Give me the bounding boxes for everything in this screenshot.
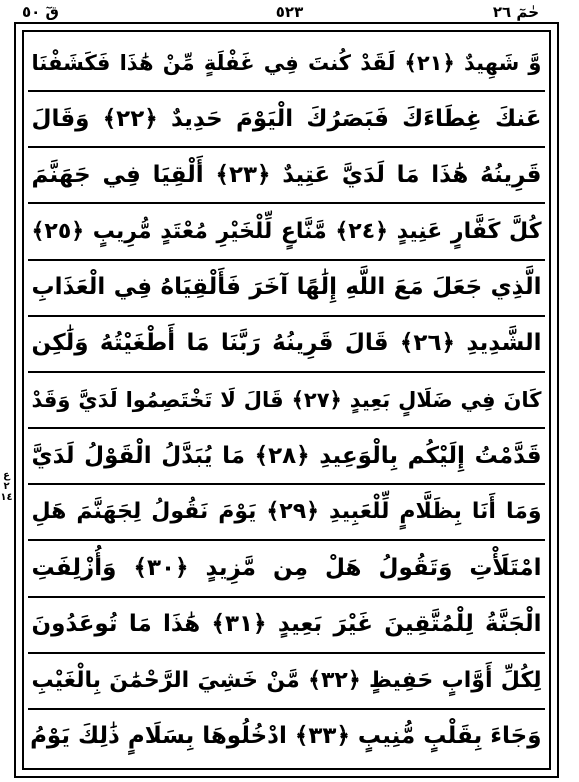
text-line [28,317,545,373]
line-text: عَنكَ غِطَاءَكَ فَبَصَرُكَ الْيَوْمَ حَدِيدٌ ﴿٢٢﴾ وَقَالَ [31,105,542,132]
line-text: وَمَا أَنَا بِظَلَّامٍ لِّلْعَبِيدِ ﴿٢٩﴾ يَوْمَ نَقُولُ لِجَهَنَّمَ هَلِ [31,499,542,525]
line-text: امْتَلَأْتِ وَتَقُولُ هَلْ مِن مَّزِيدٍ ﴿٣٠﴾ وَأُزْلِفَتِ [31,554,542,581]
line-text: وَّ شَهِيدٌ ﴿٢١﴾ لَقَدْ كُنتَ فِي غَفْلَةٍ مِّنْ هَٰذَا فَكَشَفْنَا [31,50,542,75]
surah-name: قٓ ٥٠ [22,3,59,21]
line-text: الشَّدِيدِ ﴿٢٦﴾ قَالَ قَرِينُهُ رَبَّنَا مَا أَطْغَيْتُهُ وَلَٰكِن [31,330,542,357]
inner-border [22,30,551,770]
page-border [14,22,559,778]
line-text: وَجَاءَ بِقَلْبٍ مُّنِيبٍ ﴿٣٣﴾ ادْخُلُوهَا بِسَلَامٍ ذَٰلِكَ يَوْمُ [30,723,542,750]
juz-name: حٰمٓ ٢٦ [492,3,539,21]
text-line [28,598,545,654]
text-line [28,654,545,710]
text-line [28,261,545,317]
text-line [28,429,545,485]
text-line [28,148,545,204]
page-number: ٥٢٣ [275,3,304,21]
page-header [0,0,579,24]
line-text: لِكُلِّ أَوَّابٍ حَفِيظٍ ﴿٣٢﴾ مَّنْ خَشِيَ الرَّحْمَٰنَ بِالْغَيْبِ [31,667,542,693]
text-line [28,373,545,429]
line-text: كُلَّ كَفَّارٍ عَنِيدٍ ﴿٢٤﴾ مَّنَّاعٍ لِّلْخَيْرِ مُعْتَدٍ مُّرِيبٍ ﴿٢٥﴾ [31,218,542,244]
line-text: كَانَ فِي ضَلَالٍ بَعِيدٍ ﴿٢٧﴾ قَالَ لَا تَخْتَصِمُوا لَدَيَّ وَقَدْ [31,387,542,412]
line-text: الْجَنَّةُ لِلْمُتَّقِينَ غَيْرَ بَعِيدٍ ﴿٣١﴾ هَٰذَا مَا تُوعَدُونَ [31,611,542,638]
quran-text [28,36,545,764]
ruku-marker: ع ٢ ١٤ [0,470,13,503]
line-text: قَدَّمْتُ إِلَيْكُم بِالْوَعِيدِ ﴿٢٨﴾ مَا يُبَدَّلُ الْقَوْلُ لَدَيَّ [31,442,542,469]
text-line [28,710,545,764]
line-text: الَّذِي جَعَلَ مَعَ اللَّهِ إِلَٰهًا آخَرَ فَأَلْقِيَاهُ فِي الْعَذَابِ [31,274,542,301]
line-text: قَرِينُهُ هَٰذَا مَا لَدَيَّ عَتِيدٌ ﴿٢٣﴾ أَلْقِيَا فِي جَهَنَّمَ [31,161,542,188]
text-line [28,36,545,92]
text-line [28,92,545,148]
text-line [28,485,545,541]
text-line [28,204,545,260]
text-line [28,541,545,597]
